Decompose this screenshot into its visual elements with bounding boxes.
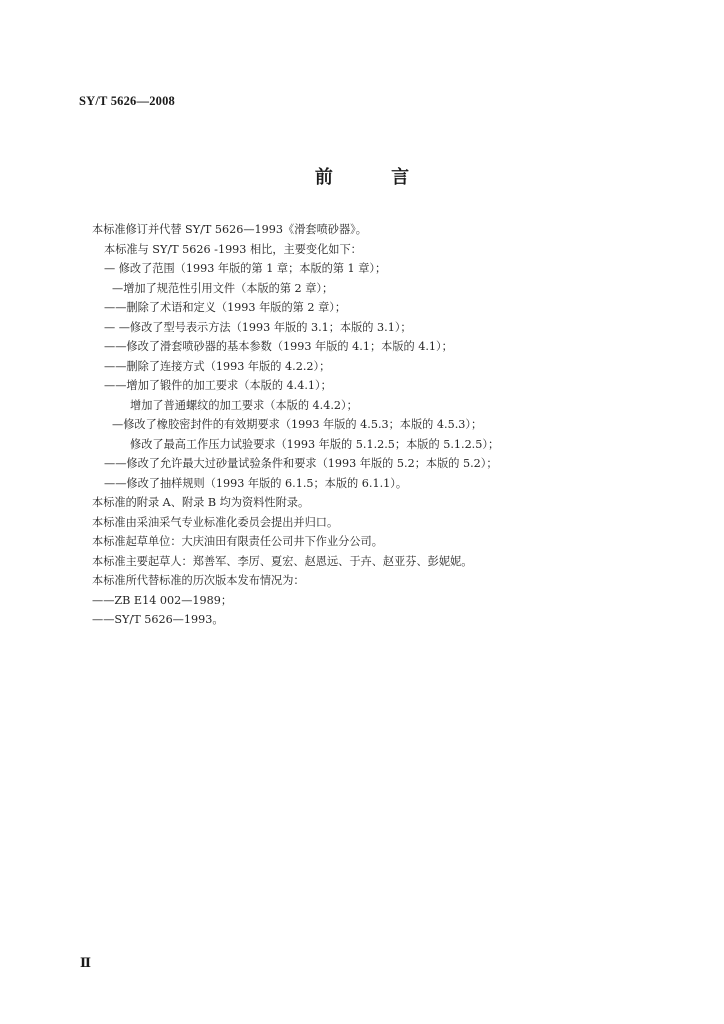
text-line: —修改了橡胶密封件的有效期要求（1993 年版的 4.5.3；本版的 4.5.3）； xyxy=(112,418,483,431)
text-line: ——修改了允许最大过砂量试验条件和要求（1993 年版的 5.2；本版的 5.2）； xyxy=(104,457,498,470)
text-line: ——ZB E14 002—1989； xyxy=(92,593,233,607)
text-line: — 修改了范围（1993 年版的第 1 章；本版的第 1 章）； xyxy=(104,262,387,275)
text-line: 本标准修订并代替 SY/T 5626—1993《滑套喷砂器》。 xyxy=(92,223,367,236)
text-line: ——删除了连接方式（1993 年版的 4.2.2）； xyxy=(104,359,331,373)
text-line: 本标准由采油采气专业标准化委员会提出并归口。 xyxy=(92,515,339,529)
text-line: ——SY/T 5626—1993。 xyxy=(92,613,224,626)
text-line: — —修改了型号表示方法（1993 年版的 3.1；本版的 3.1）； xyxy=(104,320,412,334)
text-line: 本标准与 SY/T 5626 -1993 相比，主要变化如下： xyxy=(104,242,362,256)
text-line: —增加了规范性引用文件（本版的第 2 章）； xyxy=(112,281,334,295)
text-line: 修改了最高工作压力试验要求（1993 年版的 5.1.2.5；本版的 5.1.2.5）； xyxy=(130,437,500,451)
text-line: 本标准所代替标准的历次版本发布情况为： xyxy=(92,574,305,587)
text-line: ——增加了锻件的加工要求（本版的 4.4.1）； xyxy=(104,379,332,392)
text-line: ——修改了抽样规则（1993 年版的 6.1.5；本版的 6.1.1）。 xyxy=(104,476,408,490)
body-text xyxy=(0,220,724,630)
page-number: Ⅱ xyxy=(80,955,91,970)
text-line: 增加了普通螺纹的加工要求（本版的 4.4.2）； xyxy=(130,398,358,412)
text-line: ——修改了滑套喷砂器的基本参数（1993 年版的 4.1；本版的 4.1）； xyxy=(104,340,453,353)
text-line: 本标准主要起草人：郑善军、李厉、夏宏、赵恩远、于卉、赵亚芬、彭妮妮。 xyxy=(92,554,473,568)
standard-code: SY/T 5626—2008 xyxy=(79,94,175,108)
text-line: 本标准起草单位：大庆油田有限责任公司井下作业分公司。 xyxy=(92,535,383,548)
text-line: 本标准的附录 A、附录 B 均为资料性附录。 xyxy=(92,496,310,509)
page-title: 前 言 xyxy=(314,167,436,188)
text-line: ——删除了术语和定义（1993 年版的第 2 章）； xyxy=(104,301,347,314)
